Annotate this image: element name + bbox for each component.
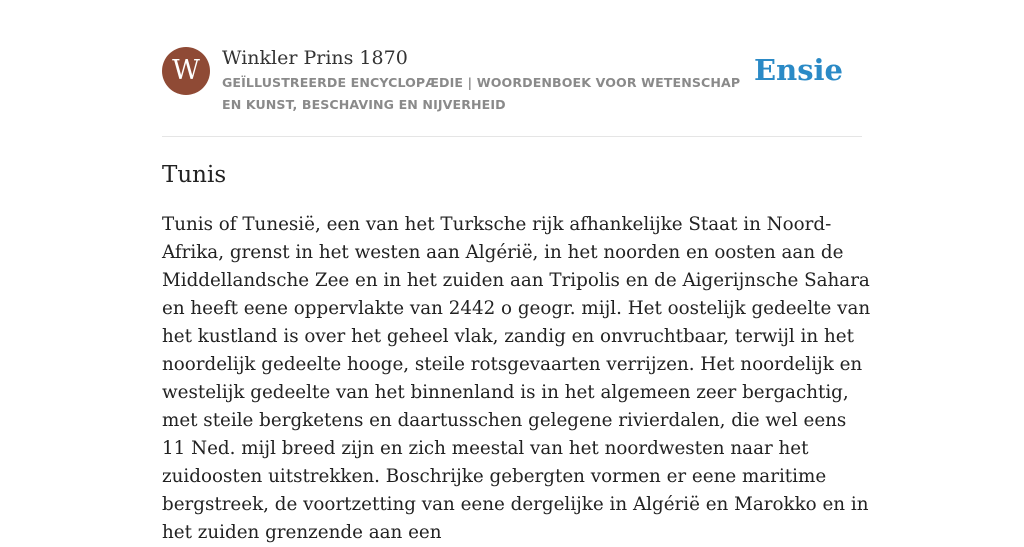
source-title[interactable]: Winkler Prins 1870 bbox=[222, 47, 408, 69]
source-header bbox=[162, 46, 862, 137]
source-subtitle: GEÏLLUSTREERDE ENCYCLOPÆDIE | WOORDENBOEK VOOR WETENSCHAP EN KUNST, BESCHAVING EN NIJVERHEID bbox=[222, 75, 741, 112]
source-avatar[interactable]: W bbox=[162, 47, 210, 95]
article-title: Tunis bbox=[162, 162, 227, 188]
article-body: Tunis of Tunesië, een van het Turksche rijk afhankelijke Staat in Noord-Afrika, grenst in het westen aan Algérië, in het noorden en oosten aan de Middellandsche Zee en in het zuiden aan Tripolis en de Aigerijnsche Sahara en heeft eene oppervlakte van 2442 o geogr. mijl. Het oostelijk gedeelte van het kustland is over het geheel vlak, zandig en onvruchtbaar, terwijl in het noordelijk gedeelte hooge, steile rotsgevaarten verrijzen. Het noordelijk en westelijk gedeelte van het binnenland is in het algemeen zeer bergachtig, met steile bergketens en daartusschen gelegene rivierdalen, die wel eens 11 Ned. mijl breed zijn en zich meestal van het noordwesten naar het zuidoosten uitstrekken. Boschrijke gebergten vormen er eene maritime bergstreek, de voortzetting van eene dergelijke in Algérië en Marokko en in het zuiden grenzende aan een bbox=[162, 214, 871, 543]
brand-logo-link[interactable]: Ensie bbox=[754, 53, 843, 87]
